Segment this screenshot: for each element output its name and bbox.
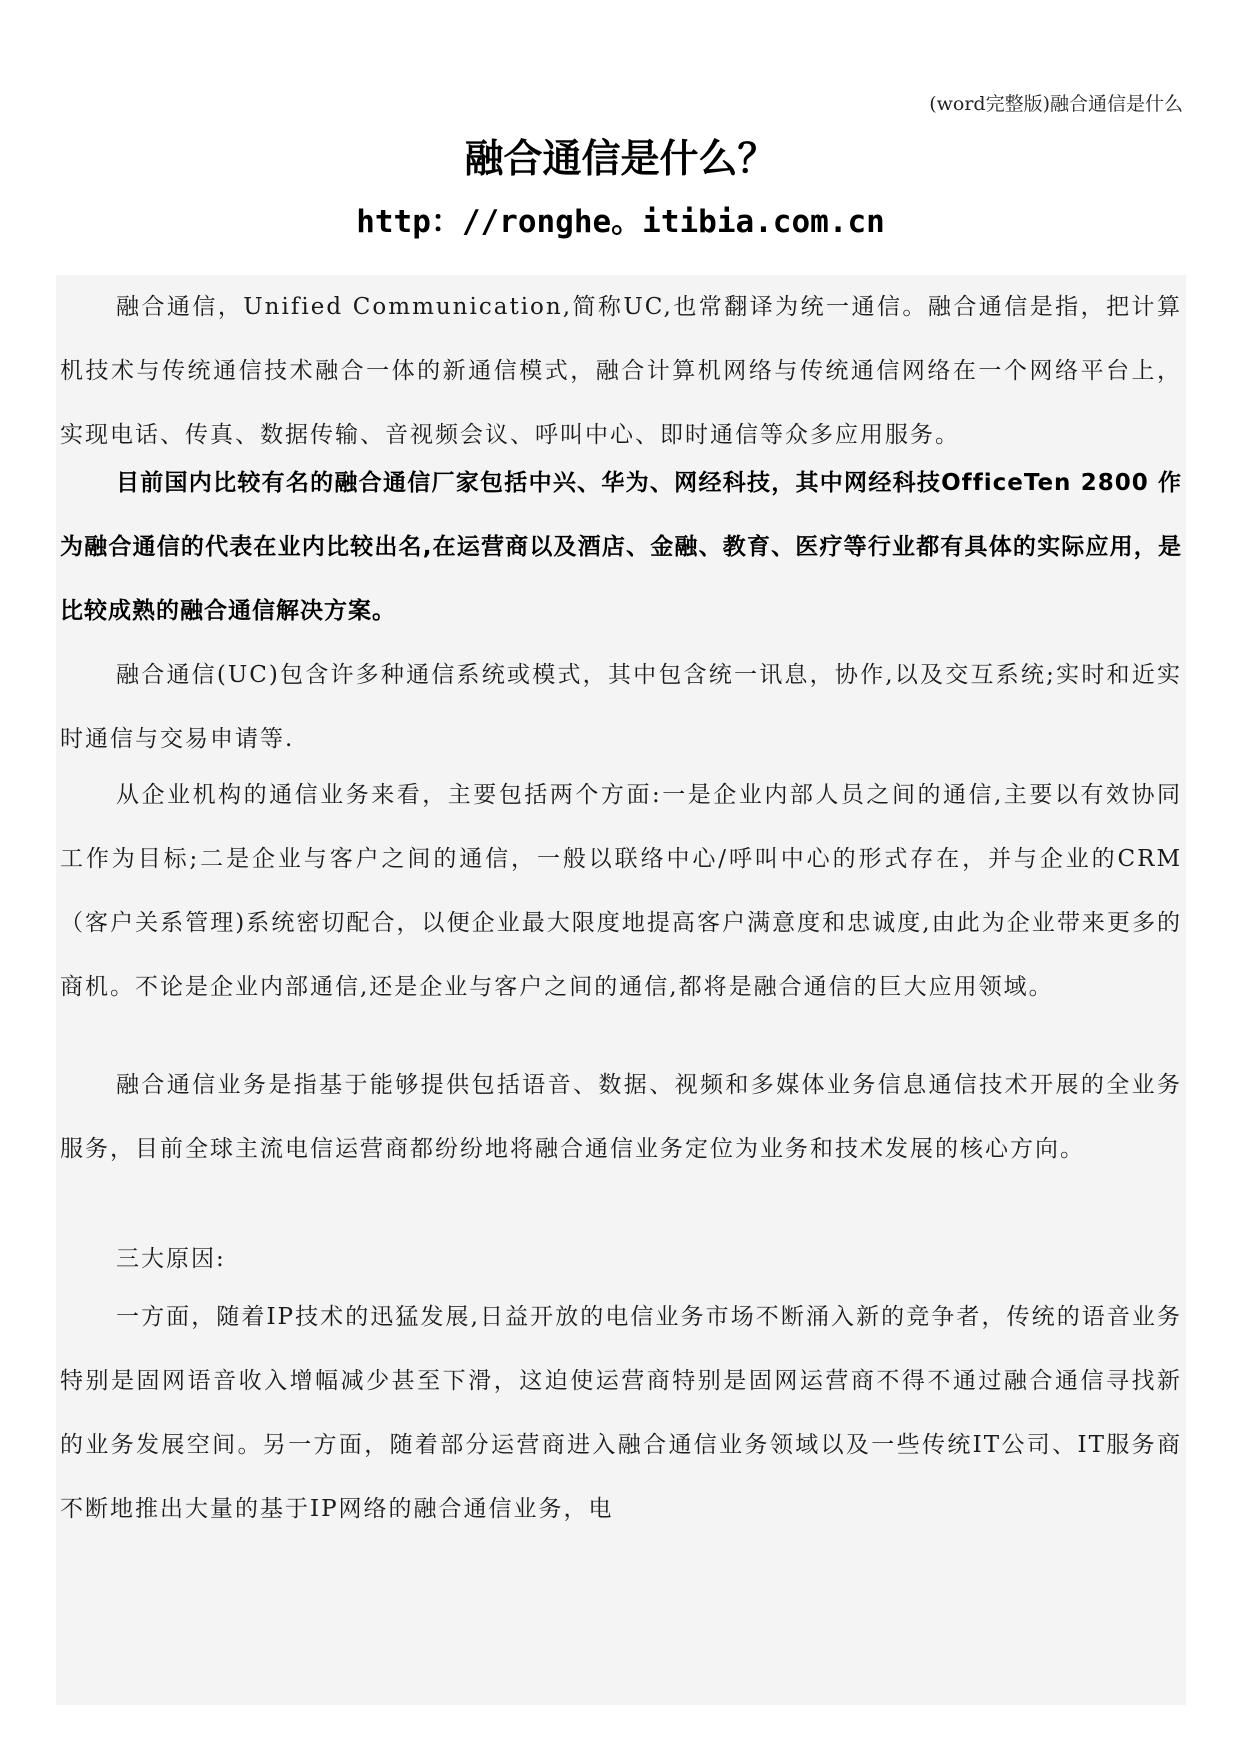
document-body xyxy=(56,275,1186,1705)
paragraph-vendors: 目前国内比较有名的融合通信厂家包括中兴、华为、网经科技，其中网经科技OfficeTen 2800 作为融合通信的代表在业内比较出名,在运营商以及酒店、金融、教育、医疗等行业都有具体的实际应用，是比较成熟的融合通信解决方案。 xyxy=(60,470,1182,624)
paragraph-enterprise: 从企业机构的通信业务来看，主要包括两个方面:一是企业内部人员之间的通信,主要以有效协同工作为目标;二是企业与客户之间的通信，一般以联络中心/呼叫中心的形式存在，并与企业的CRM（客户关系管理)系统密切配合，以便企业最大限度地提高客户满意度和忠诚度,由此为企业带来更多的商机。不论是企业内部通信,还是企业与客户之间的通信,都将是融合通信的巨大应用领域。 xyxy=(60,782,1182,1000)
paragraph-reasons-heading: 三大原因: xyxy=(116,1246,226,1272)
running-header: (word完整版)融合通信是什么 xyxy=(929,93,1183,115)
paragraph-reasons: 一方面，随着IP技术的迅猛发展,日益开放的电信业务市场不断涌入新的竞争者，传统的语音业务特别是固网语音收入增幅减少甚至下滑，这迫使运营商特别是固网运营商不得不通过融合通信寻找新的业务发展空间。另一方面，随着部分运营商进入融合通信业务领域以及一些传统IT公司、IT服务商不断地推出大量的基于IP网络的融合通信业务，电 xyxy=(60,1304,1182,1522)
paragraph-uc-scope: 融合通信(UC)包含许多种通信系统或模式，其中包含统一讯息，协作,以及交互系统;实时和近实时通信与交易申请等. xyxy=(60,662,1182,752)
paragraph-intro: 融合通信，Unified Communication,简称UC,也常翻译为统一通信。融合通信是指，把计算机技术与传统通信技术融合一体的新通信模式，融合计算机网络与传统通信网络在一个网络平台上，实现电话、传真、数据传输、音视频会议、呼叫中心、即时通信等众多应用服务。 xyxy=(60,294,1182,448)
document-title: 融合通信是什么？ xyxy=(464,137,777,182)
document-url: http：//ronghe。itibia.com.cn xyxy=(356,204,885,240)
paragraph-business: 融合通信业务是指基于能够提供包括语音、数据、视频和多媒体业务信息通信技术开展的全业务服务，目前全球主流电信运营商都纷纷地将融合通信业务定位为业务和技术发展的核心方向。 xyxy=(60,1072,1182,1162)
